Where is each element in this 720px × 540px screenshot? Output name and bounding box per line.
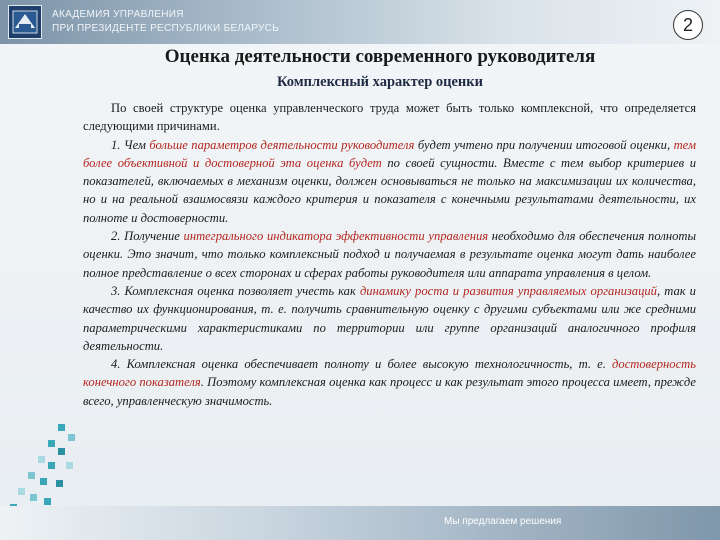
reason-1-paragraph <box>83 136 696 227</box>
deco-square <box>44 498 51 505</box>
deco-square <box>40 478 47 485</box>
reason-4-text: 4. Комплексная оценка обеспечивает полноту и более высокую технологичность, т. е. <box>111 357 613 372</box>
reason-1-text-2: будет учтено при получении итоговой оценки, <box>414 137 674 152</box>
reason-3-text-2: , так и качество их функционирования, т. е. получить сравнительную оценку с другими субъектами или же средними параметрическими характеристиками по территории или группе организаций аналогичного профиля деятельности. <box>83 283 696 353</box>
academy-logo <box>8 5 42 39</box>
reason-4-paragraph <box>83 355 696 410</box>
deco-square <box>58 448 65 455</box>
slide-subtitle: Комплексный характер оценки <box>277 74 483 90</box>
header-band <box>0 0 720 44</box>
reason-1-text-3: по своей сущности. Вместе с тем выбор критериев и показателей, включаемых в механизм оценки, должен основываться не только на максимизации их количества, но и на реальной взаимосвязи каждого критерия и показателя с конечными результатами деятельности, их полноте и достоверности. <box>83 155 696 225</box>
org-name-line-2: ПРИ ПРЕЗИДЕНТЕ РЕСПУБЛИКИ БЕЛАРУСЬ <box>52 23 280 34</box>
deco-square <box>48 440 55 447</box>
org-name-line-1: АКАДЕМИЯ УПРАВЛЕНИЯ <box>52 9 184 20</box>
body-text <box>83 99 696 410</box>
reason-1-highlight-2: тем более объективной и достоверной эта оценка будет <box>83 137 696 170</box>
deco-square <box>66 462 73 469</box>
page-number-badge: 2 <box>673 10 703 40</box>
deco-square <box>38 456 45 463</box>
deco-square <box>58 424 65 431</box>
deco-square <box>48 462 55 469</box>
reason-3-highlight: динамику роста и развития управляемых организаций <box>359 283 657 298</box>
reason-2-text: 2. Получение <box>111 229 184 244</box>
deco-square <box>30 494 37 501</box>
deco-square <box>68 434 75 441</box>
deco-square <box>28 472 35 479</box>
reason-4-highlight: достоверность конечного показателя <box>83 357 696 390</box>
deco-square <box>56 480 63 487</box>
reason-2-paragraph <box>83 227 696 282</box>
reason-3-paragraph <box>83 282 696 355</box>
reason-1-text: 1. Чем <box>111 137 150 152</box>
deco-square <box>18 488 25 495</box>
reason-1-highlight-1: больше параметров деятельности руководителя <box>149 137 415 152</box>
footer-band <box>0 506 720 540</box>
slide-title: Оценка деятельности современного руководителя <box>164 46 596 67</box>
reason-3-text: 3. Комплексная оценка позволяет учесть как <box>111 283 360 298</box>
reason-4-text-2: . Поэтому комплексная оценка как процесс и как результат этого процесса имеет, прежде всего, управленческую значимость. <box>83 375 696 408</box>
reason-2-text-2: необходимо для обеспечения полноты оценки. Это значит, что только комплексный подход и получаемая в результате оценка могут дать наиболее полное представление о всех сторонах и сферах работы руководителя или аппарата управления в целом. <box>83 229 696 280</box>
intro-paragraph: По своей структуре оценка управленческого труда может быть только комплексной, что определяется следующими причинами. <box>83 101 696 134</box>
reason-2-highlight: интегрального индикатора эффективности управления <box>183 229 489 244</box>
footer-slogan: Мы предлагаем решения <box>444 516 562 527</box>
